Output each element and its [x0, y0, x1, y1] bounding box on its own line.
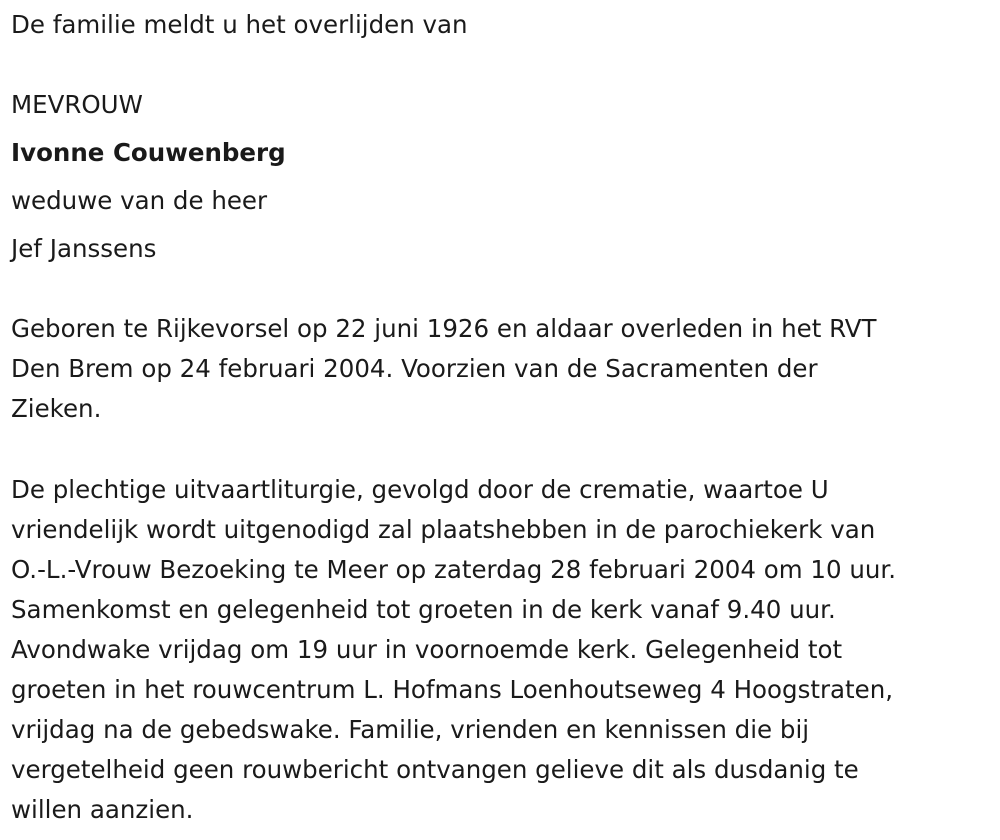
intro-text: De familie meldt u het overlijden van	[11, 10, 468, 39]
salutation: MEVROUW	[11, 90, 143, 119]
funeral-line: Samenkomst en gelegenheid tot groeten in de kerk vanaf 9.40 uur.	[11, 595, 836, 624]
spouse-name: Jef Janssens	[11, 234, 157, 263]
funeral-line: vriendelijk wordt uitgenodigd zal plaatshebben in de parochiekerk van	[11, 515, 876, 544]
relation-text: weduwe van de heer	[11, 186, 268, 215]
funeral-line: Avondwake vrijdag om 19 uur in voornoemde kerk. Gelegenheid tot	[11, 635, 843, 664]
funeral-line: groeten in het rouwcentrum L. Hofmans Loenhoutseweg 4 Hoogstraten,	[11, 675, 894, 704]
birth-death-line: Geboren te Rijkevorsel op 22 juni 1926 en aldaar overleden in het RVT	[11, 314, 877, 343]
funeral-line: O.-L.-Vrouw Bezoeking te Meer op zaterdag 28 februari 2004 om 10 uur.	[11, 555, 897, 584]
funeral-line: willen aanzien.	[11, 795, 194, 824]
funeral-line: vergetelheid geen rouwbericht ontvangen gelieve dit als dusdanig te	[11, 755, 859, 784]
funeral-line: vrijdag na de gebedswake. Familie, vrienden en kennissen die bij	[11, 715, 810, 744]
deceased-name: Ivonne Couwenberg	[11, 138, 286, 167]
birth-death-line: Den Brem op 24 februari 2004. Voorzien van de Sacramenten der	[11, 354, 818, 383]
funeral-line: De plechtige uitvaartliturgie, gevolgd door de crematie, waartoe U	[11, 475, 829, 504]
birth-death-line: Zieken.	[11, 394, 102, 423]
